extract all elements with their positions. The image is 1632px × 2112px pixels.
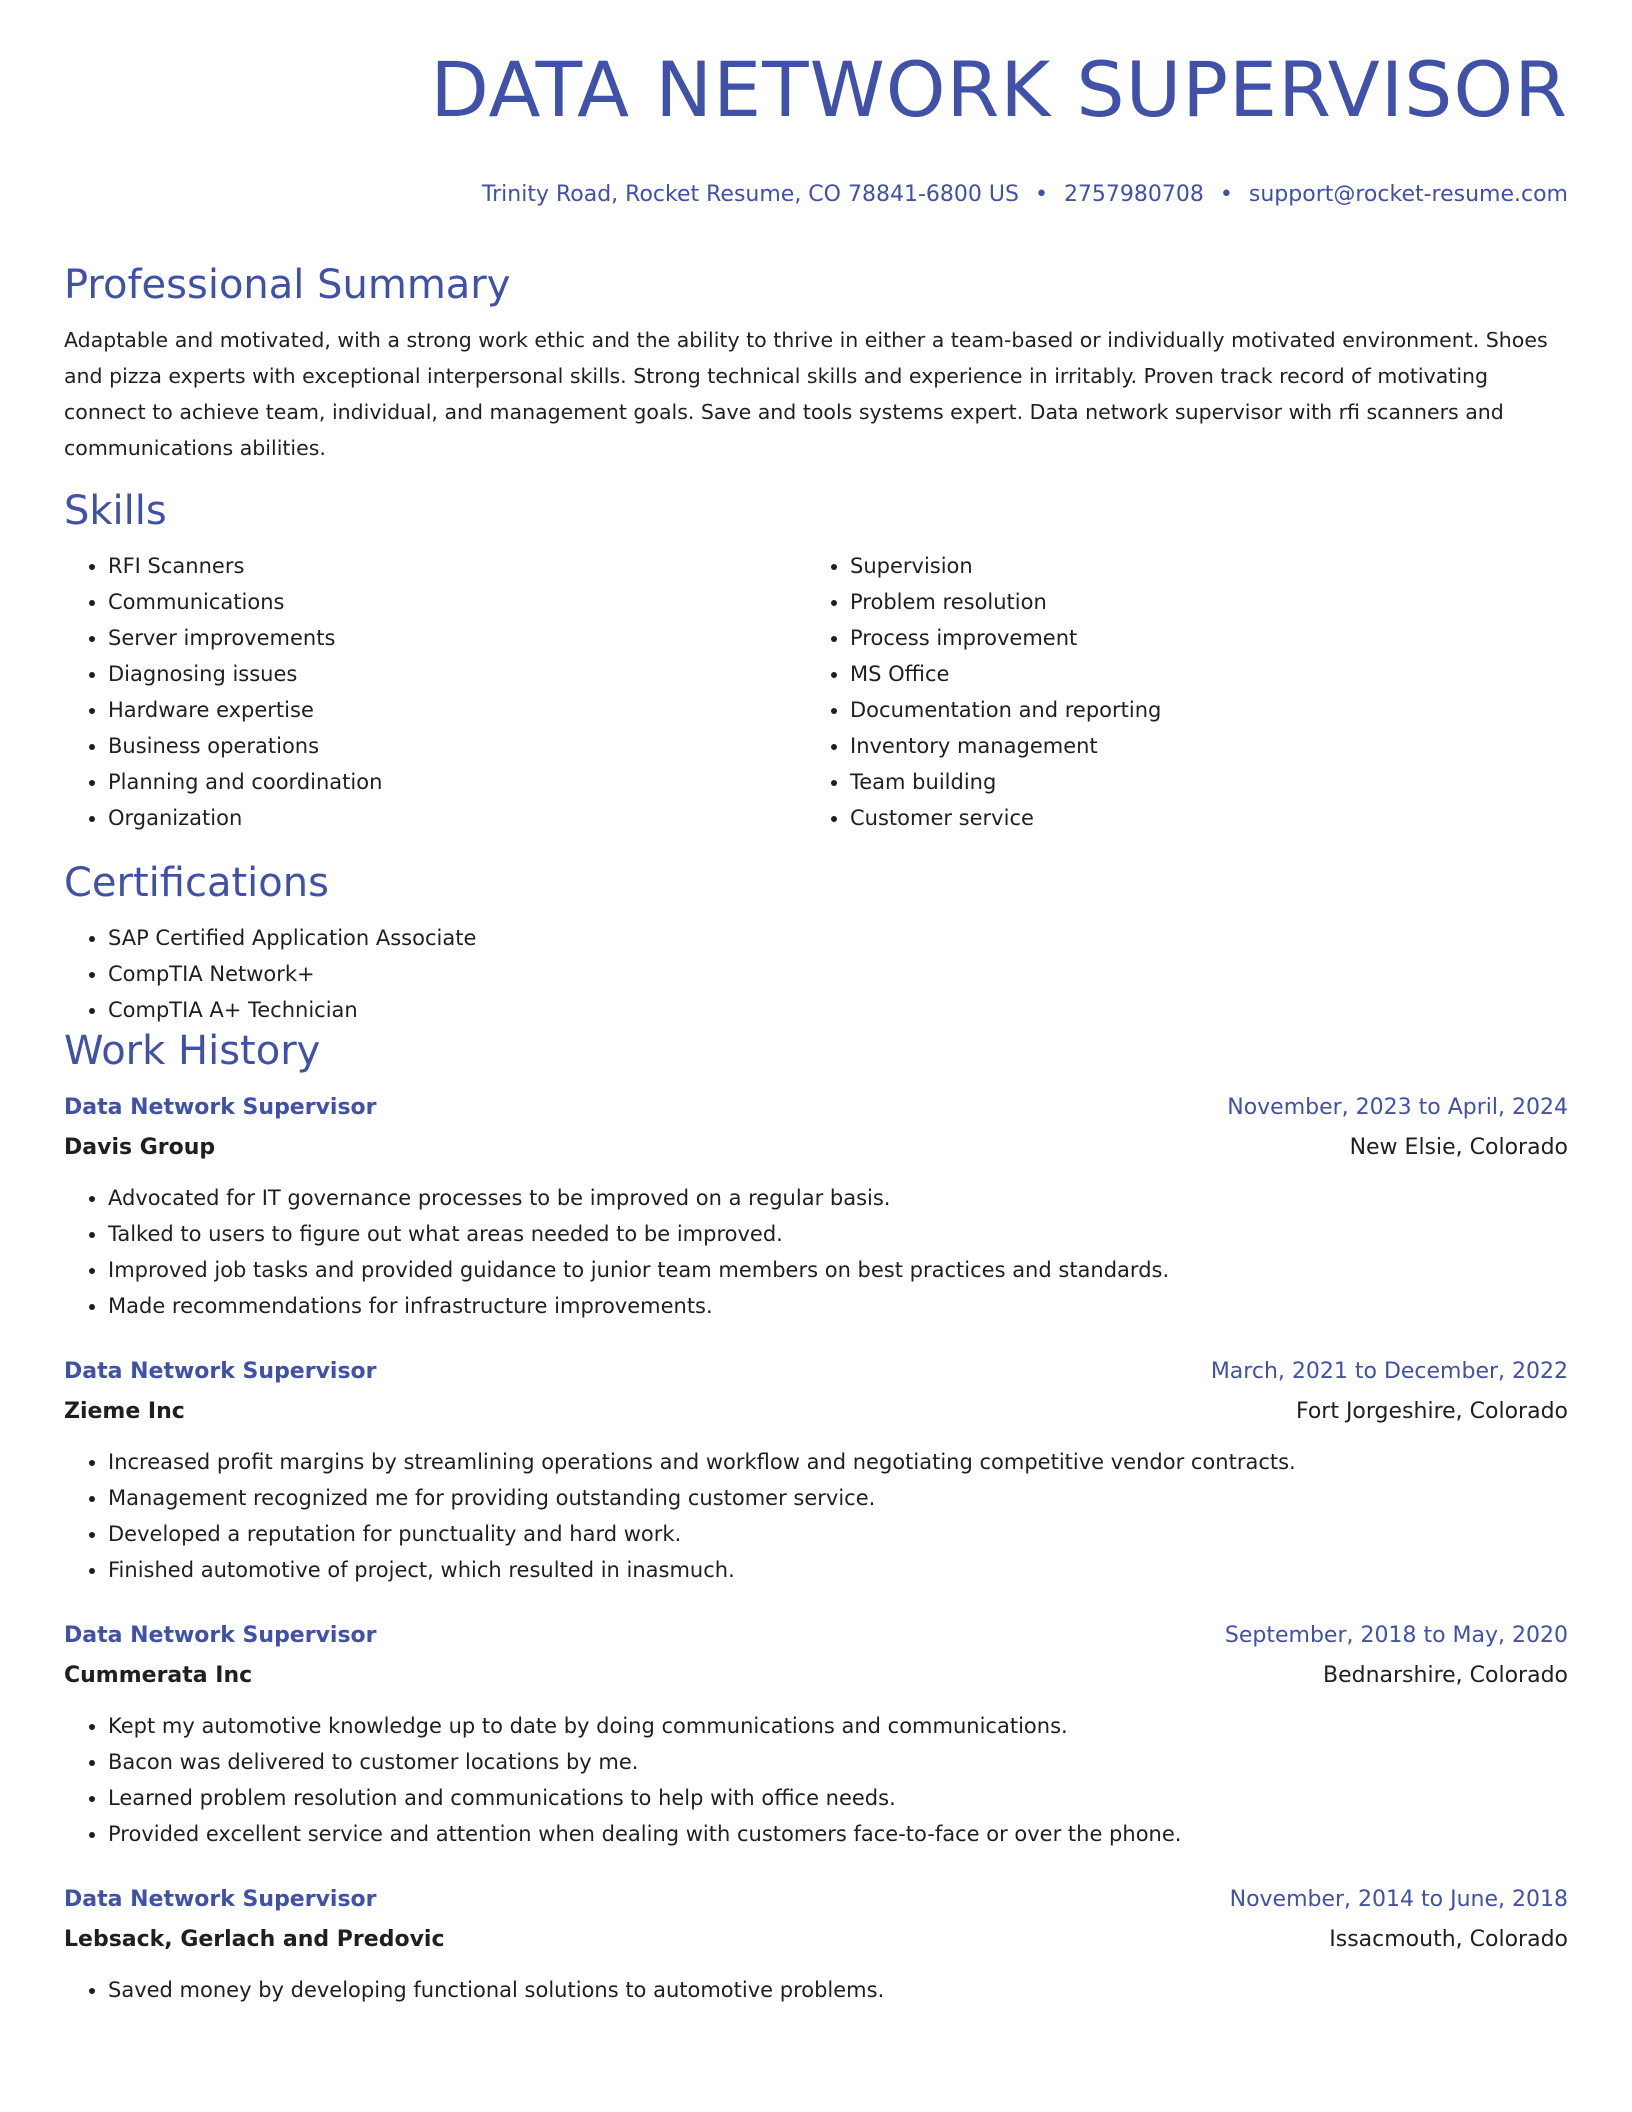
job-bullets bbox=[64, 1444, 1568, 1588]
job-company: Lebsack, Gerlach and Predovic bbox=[64, 1927, 445, 1952]
job-bullet: • Talked to users to figure out what areas needed to be improved. bbox=[108, 1216, 1568, 1252]
job-title: Data Network Supervisor bbox=[64, 1623, 377, 1648]
skill-item: • Team building bbox=[850, 764, 1548, 800]
contact-separator: • bbox=[1219, 182, 1233, 207]
skill-item: • MS Office bbox=[850, 656, 1548, 692]
skill-item: • Inventory management bbox=[850, 728, 1548, 764]
summary-section bbox=[64, 262, 1568, 466]
certification-item: • SAP Certified Application Associate bbox=[108, 920, 1568, 956]
job-bullet: • Management recognized me for providing outstanding customer service. bbox=[108, 1480, 1568, 1516]
skill-item: • Planning and coordination bbox=[108, 764, 806, 800]
skill-item: • Hardware expertise bbox=[108, 692, 806, 728]
job-bullet: • Bacon was delivered to customer locations by me. bbox=[108, 1744, 1568, 1780]
job-company: Davis Group bbox=[64, 1135, 216, 1160]
work-history-heading: Work History bbox=[64, 1028, 321, 1074]
certifications-section bbox=[64, 860, 1568, 1028]
job-dates: November, 2014 to June, 2018 bbox=[1229, 1887, 1568, 1912]
contact-separator: • bbox=[1034, 182, 1048, 207]
job-company-row bbox=[64, 1920, 1568, 1960]
skills-list-right bbox=[806, 548, 1548, 836]
resume-name-heading: DATA NETWORK SUPERVISOR bbox=[430, 45, 1568, 134]
skills-section bbox=[64, 488, 1568, 836]
job-entry bbox=[64, 1352, 1568, 1588]
skills-columns bbox=[64, 548, 1568, 836]
job-bullet: • Developed a reputation for punctuality and hard work. bbox=[108, 1516, 1568, 1552]
skills-heading: Skills bbox=[64, 488, 167, 534]
skill-item: • Supervision bbox=[850, 548, 1548, 584]
job-title-row bbox=[64, 1616, 1568, 1656]
job-bullet: • Learned problem resolution and communications to help with office needs. bbox=[108, 1780, 1568, 1816]
skills-column-left bbox=[64, 548, 806, 836]
job-bullet: • Kept my automotive knowledge up to date by doing communications and communications. bbox=[108, 1708, 1568, 1744]
skill-item: • Customer service bbox=[850, 800, 1548, 836]
work-history-section bbox=[64, 1028, 1568, 2008]
contact-address: Trinity Road, Rocket Resume, CO 78841-6800 US bbox=[481, 182, 1019, 207]
job-bullet: • Saved money by developing functional solutions to automotive problems. bbox=[108, 1972, 1568, 2008]
certification-item: • CompTIA A+ Technician bbox=[108, 992, 1568, 1028]
job-title-row bbox=[64, 1880, 1568, 1920]
job-bullet: • Increased profit margins by streamlining operations and workflow and negotiating competitive vendor contracts. bbox=[108, 1444, 1568, 1480]
certifications-heading: Certifications bbox=[64, 860, 329, 906]
skill-item: • Diagnosing issues bbox=[108, 656, 806, 692]
job-bullets bbox=[64, 1180, 1568, 1324]
job-company: Cummerata Inc bbox=[64, 1663, 253, 1688]
job-bullets bbox=[64, 1972, 1568, 2008]
skill-item: • Problem resolution bbox=[850, 584, 1548, 620]
skill-item: • Business operations bbox=[108, 728, 806, 764]
certifications-list bbox=[64, 920, 1568, 1028]
job-location: Issacmouth, Colorado bbox=[1329, 1927, 1568, 1952]
resume-body bbox=[64, 262, 1568, 2036]
job-entry bbox=[64, 1088, 1568, 1324]
job-title: Data Network Supervisor bbox=[64, 1887, 377, 1912]
job-company-row bbox=[64, 1128, 1568, 1168]
job-bullet: • Provided excellent service and attention when dealing with customers face-to-face or over the phone. bbox=[108, 1816, 1568, 1852]
job-bullet: • Advocated for IT governance processes to be improved on a regular basis. bbox=[108, 1180, 1568, 1216]
job-dates: November, 2023 to April, 2024 bbox=[1227, 1095, 1568, 1120]
job-bullet: • Improved job tasks and provided guidance to junior team members on best practices and standards. bbox=[108, 1252, 1568, 1288]
skill-item: • RFI Scanners bbox=[108, 548, 806, 584]
job-title-row bbox=[64, 1352, 1568, 1392]
job-bullet: • Finished automotive of project, which resulted in inasmuch. bbox=[108, 1552, 1568, 1588]
job-title: Data Network Supervisor bbox=[64, 1359, 377, 1384]
job-location: Fort Jorgeshire, Colorado bbox=[1295, 1399, 1568, 1424]
skill-item: • Organization bbox=[108, 800, 806, 836]
summary-text: Adaptable and motivated, with a strong work ethic and the ability to thrive in either a team-based or individually motivated environment. Shoes and pizza experts with exceptional interpersonal skills. Strong technical skills and experience in irritably. Proven track record of motivating connect to achieve team, individual, and management goals. Save and tools systems expert. Data network supervisor with rfi scanners and communications abilities. bbox=[64, 328, 1548, 460]
job-entry bbox=[64, 1880, 1568, 2008]
job-location: New Elsie, Colorado bbox=[1349, 1135, 1568, 1160]
job-company-row bbox=[64, 1656, 1568, 1696]
job-company: Zieme Inc bbox=[64, 1399, 185, 1424]
skill-item: • Communications bbox=[108, 584, 806, 620]
skills-list-left bbox=[64, 548, 806, 836]
job-entry bbox=[64, 1616, 1568, 1852]
job-title-row bbox=[64, 1088, 1568, 1128]
job-location: Bednarshire, Colorado bbox=[1322, 1663, 1568, 1688]
job-dates: September, 2018 to May, 2020 bbox=[1224, 1623, 1568, 1648]
skills-column-right bbox=[806, 548, 1548, 836]
certification-item: • CompTIA Network+ bbox=[108, 956, 1568, 992]
job-bullets bbox=[64, 1708, 1568, 1852]
skill-item: • Server improvements bbox=[108, 620, 806, 656]
contact-line bbox=[482, 182, 1568, 208]
contact-phone: 2757980708 bbox=[1063, 182, 1204, 207]
job-dates: March, 2021 to December, 2022 bbox=[1210, 1359, 1568, 1384]
skill-item: • Documentation and reporting bbox=[850, 692, 1548, 728]
skill-item: • Process improvement bbox=[850, 620, 1548, 656]
job-title: Data Network Supervisor bbox=[64, 1095, 377, 1120]
job-bullet: • Made recommendations for infrastructure improvements. bbox=[108, 1288, 1568, 1324]
job-company-row bbox=[64, 1392, 1568, 1432]
summary-heading: Professional Summary bbox=[64, 262, 511, 308]
contact-email: support@rocket-resume.com bbox=[1248, 182, 1568, 207]
